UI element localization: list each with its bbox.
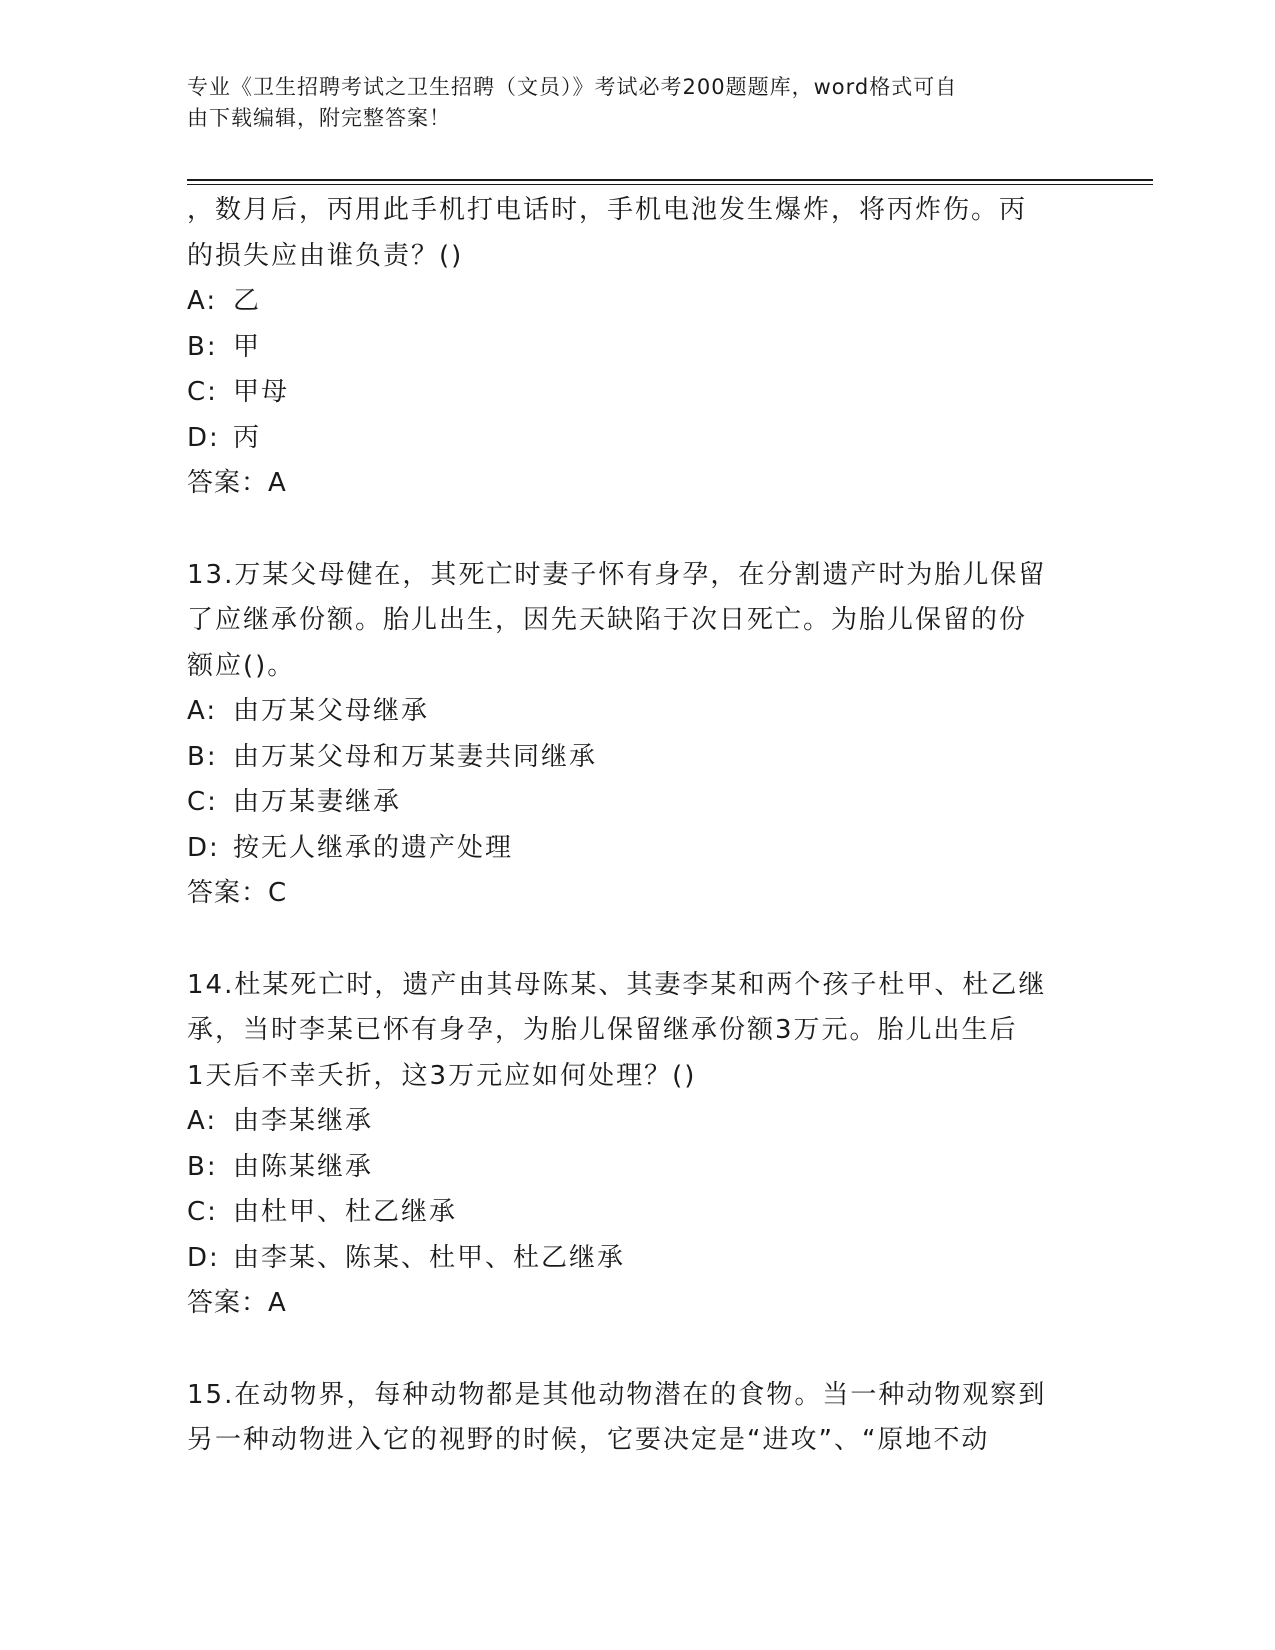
option-text: 由李某继承: [233, 1106, 374, 1136]
option-c: [187, 1190, 1087, 1236]
spacer: [187, 917, 1087, 963]
option-b: [187, 735, 1087, 781]
option-letter: C:: [187, 787, 218, 817]
option-letter: A:: [187, 696, 218, 726]
option-letter: A:: [187, 1106, 218, 1136]
question-text-line: 15.在动物界，每种动物都是其他动物潜在的食物。当一种动物观察到: [187, 1379, 1047, 1410]
header-divider-thick: [187, 179, 1153, 181]
header-line-1: 专业《卫生招聘考试之卫生招聘（文员）》考试必考200题题库，word格式可自: [187, 75, 958, 99]
question-text-line: 14.杜某死亡时，遗产由其母陈某、其妻李某和两个孩子杜甲、杜乙继: [187, 969, 1047, 1000]
question-text-line: 另一种动物进入它的视野的时候，它要决定是“进攻”、“原地不动: [187, 1425, 990, 1455]
option-letter: A:: [187, 286, 218, 316]
answer-line: 答案：A: [187, 468, 287, 498]
option-letter: D:: [187, 422, 220, 453]
option-letter: D:: [187, 832, 220, 863]
option-a: [187, 1099, 1087, 1145]
option-c: [187, 780, 1087, 826]
option-text: 由陈某继承: [233, 1151, 374, 1182]
option-text: 甲母: [233, 377, 290, 407]
question-text-line: 了应继承份额。胎儿出生，因先天缺陷于次日死亡。为胎儿保留的份: [187, 605, 1028, 635]
question-text-line: 1天后不幸夭折，这3万元应如何处理？(): [187, 1060, 697, 1091]
option-a: [187, 279, 1087, 325]
option-text: 按无人继承的遗产处理: [233, 832, 514, 863]
option-d: [187, 826, 1087, 872]
question-14: [187, 963, 1087, 1327]
option-letter: B:: [187, 331, 218, 362]
option-a: [187, 689, 1087, 735]
option-letter: B:: [187, 1151, 218, 1182]
question-text-line: 13.万某父母健在，其死亡时妻子怀有身孕，在分割遗产时为胎儿保留: [187, 559, 1047, 590]
option-c: [187, 370, 1087, 416]
option-letter: C:: [187, 377, 218, 407]
question-text-line: 的损失应由谁负责？(): [187, 240, 464, 271]
option-b: [187, 325, 1087, 371]
answer-line: 答案：A: [187, 1288, 287, 1318]
question-text-line: ，数月后，丙用此手机打电话时，手机电池发生爆炸，将丙炸伤。丙: [187, 195, 1028, 225]
header-divider-thin: [187, 184, 1153, 185]
option-d: [187, 1236, 1087, 1282]
option-d: [187, 416, 1087, 462]
option-text: 由李某、陈某、杜甲、杜乙继承: [233, 1242, 626, 1273]
question-text-line: 承，当时李某已怀有身孕，为胎儿保留继承份额3万元。胎儿出生后: [187, 1015, 1018, 1045]
header-line-2: 由下载编辑，附完整答案！: [187, 106, 451, 130]
question-12: [187, 188, 1087, 507]
answer-line: 答案：C: [187, 878, 288, 908]
question-13: [187, 553, 1087, 917]
option-text: 由万某父母和万某妻共同继承: [233, 741, 598, 772]
option-text: 乙: [233, 286, 262, 316]
spacer: [187, 1327, 1087, 1373]
option-text: 丙: [233, 422, 262, 453]
option-text: 由万某父母继承: [233, 696, 430, 726]
question-15: [187, 1373, 1087, 1464]
option-letter: B:: [187, 741, 218, 772]
option-letter: D:: [187, 1242, 220, 1273]
option-b: [187, 1145, 1087, 1191]
option-text: 由万某妻继承: [233, 787, 402, 817]
spacer: [187, 507, 1087, 553]
option-text: 由杜甲、杜乙继承: [233, 1197, 458, 1227]
document-body: [187, 188, 1087, 1464]
document-header: [187, 72, 1067, 134]
question-text-line: 额应()。: [187, 650, 296, 681]
option-letter: C:: [187, 1197, 218, 1227]
option-text: 甲: [233, 331, 262, 362]
